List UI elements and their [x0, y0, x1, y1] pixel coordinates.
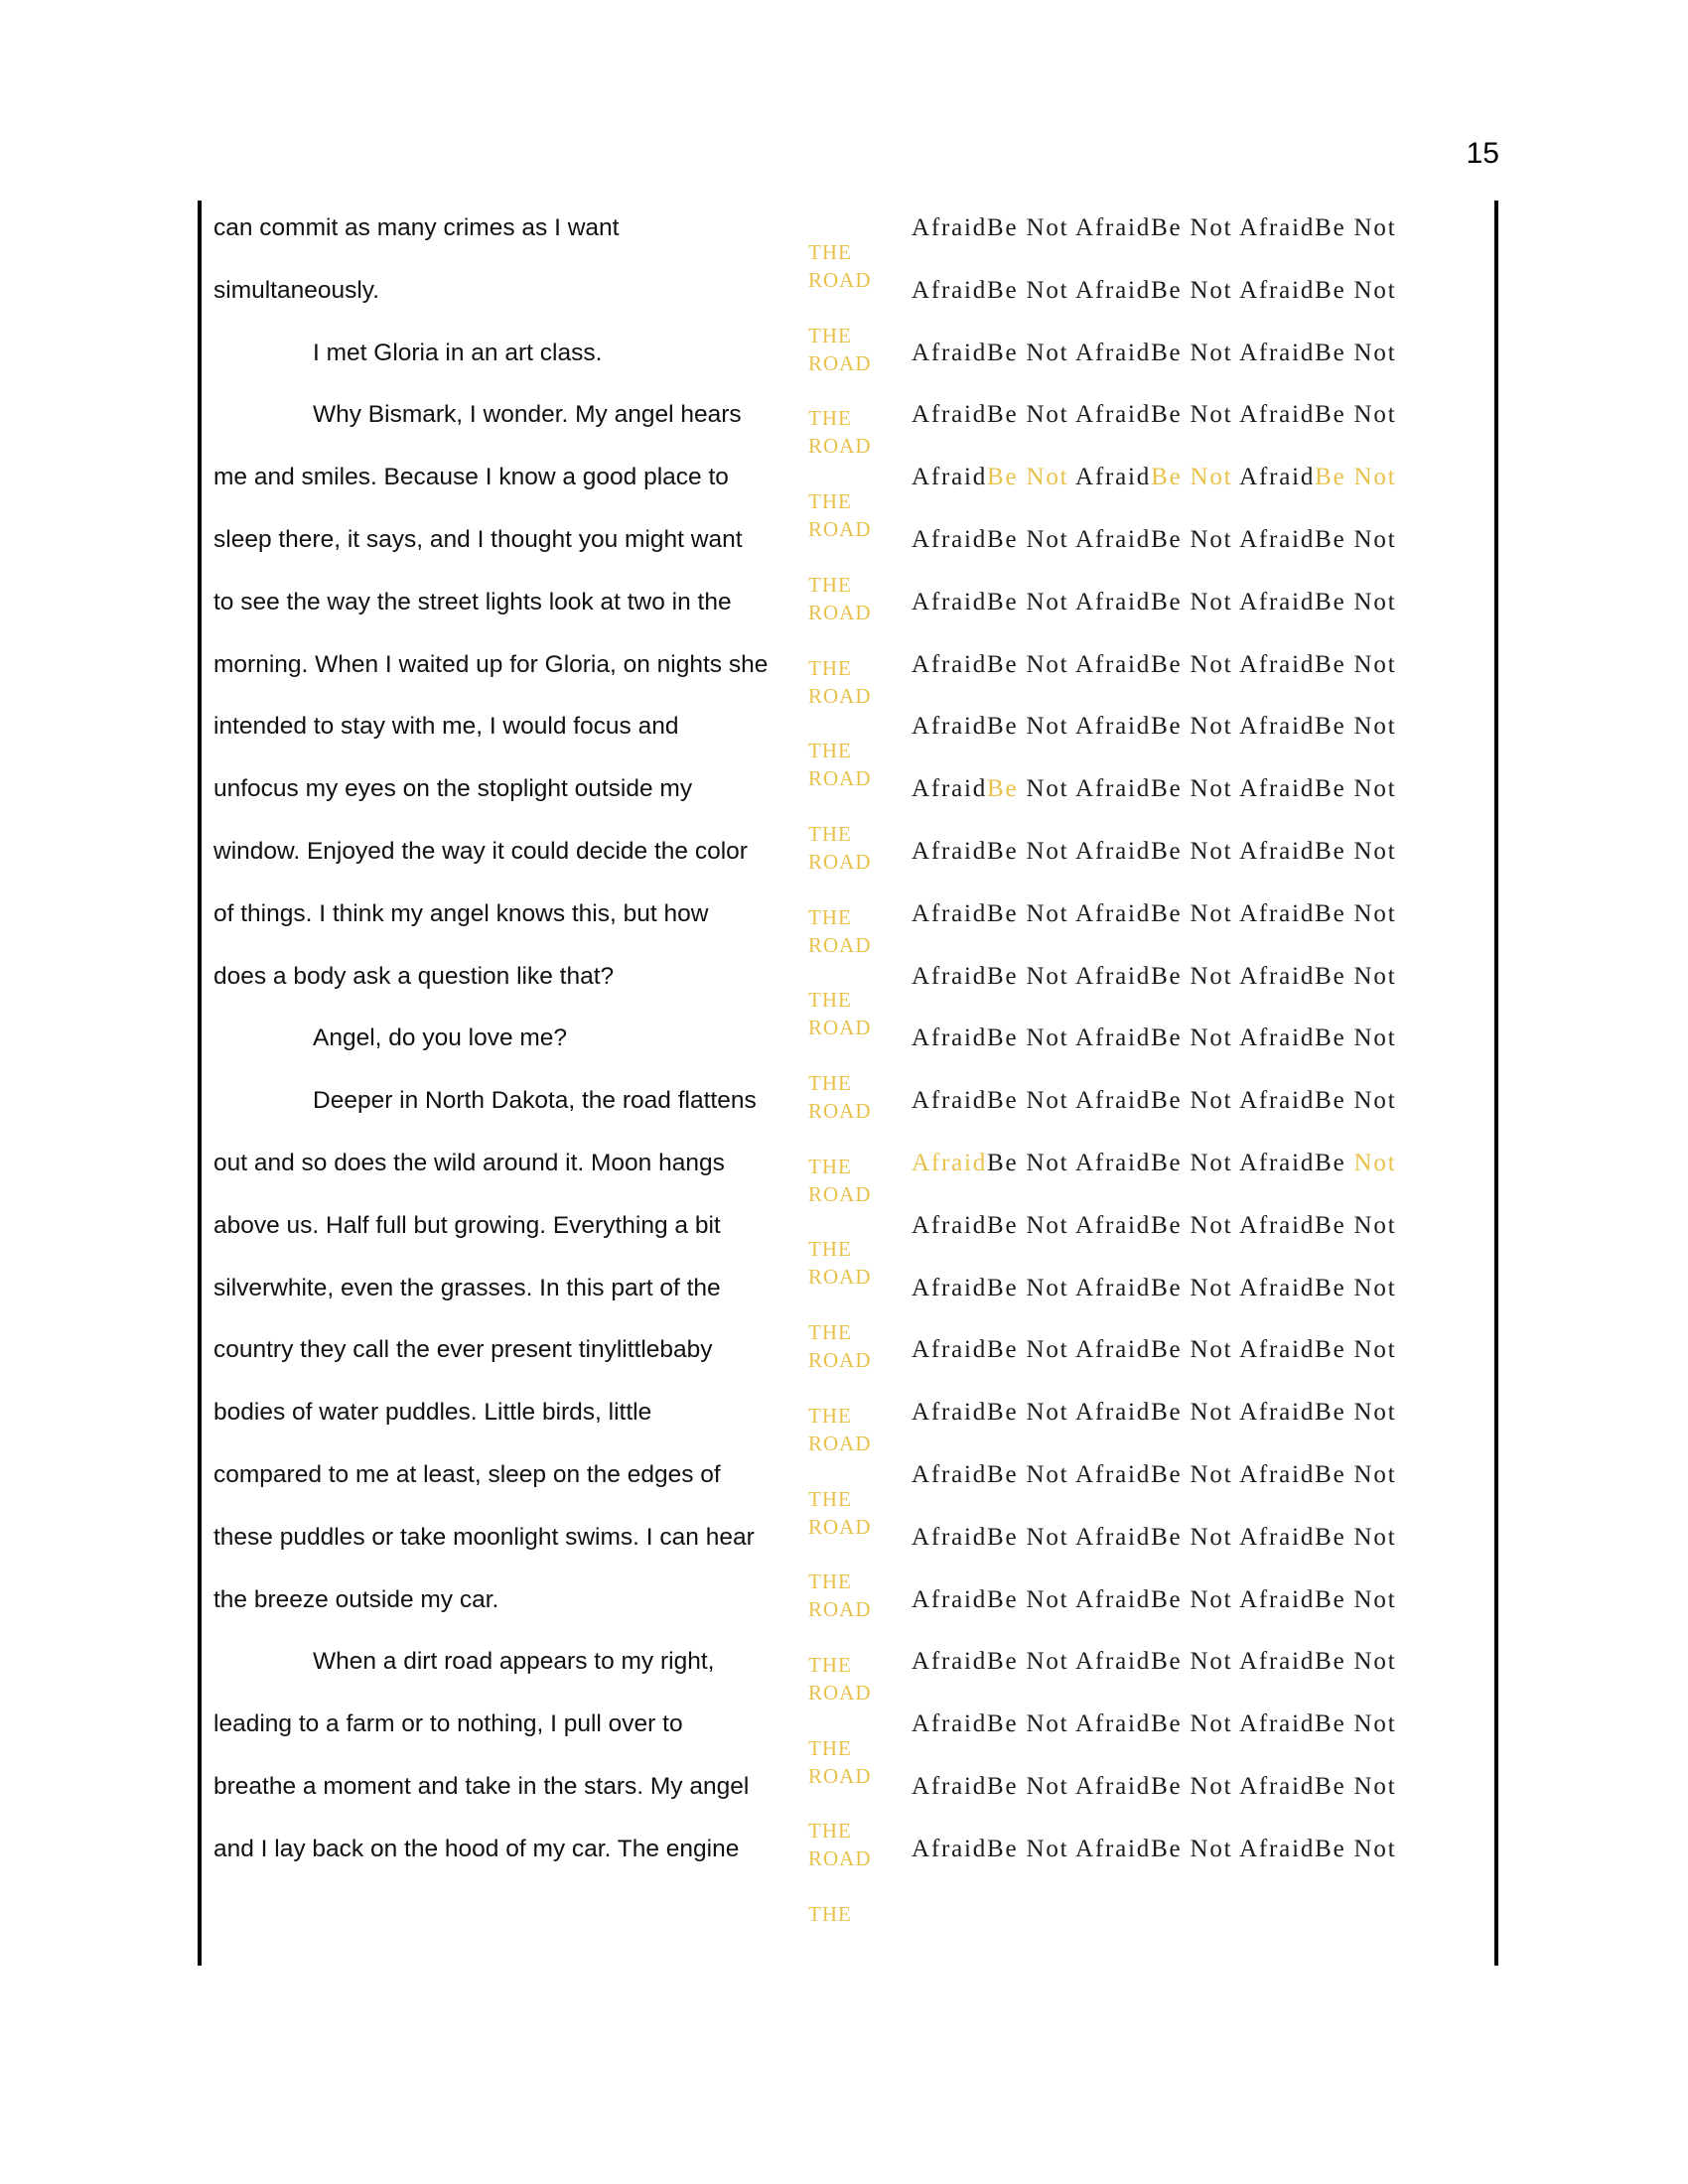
road-word-the: THE [808, 1071, 852, 1095]
afraid-line [912, 1149, 1408, 1178]
prose-line: country they call the ever present tinylittlebaby [213, 1336, 713, 1364]
prose-line: to see the way the street lights look at two in the [213, 588, 732, 615]
phrase: AfraidBe Not AfraidBe Not AfraidBe Not [912, 526, 1397, 553]
road-word-the: THE [808, 1403, 852, 1428]
road-word-road: ROAD [808, 1431, 872, 1455]
phrase: AfraidBe Not AfraidBe Not AfraidBe Not [912, 1648, 1397, 1676]
road-word-the: THE [808, 572, 852, 597]
road-word-road: ROAD [808, 849, 872, 874]
prose-line: can commit as many crimes as I want [213, 214, 620, 241]
afraid-line [912, 1335, 1408, 1365]
highlighted-phrase: Be Not [987, 464, 1069, 491]
afraid-line [912, 400, 1408, 430]
phrase: Be Not AfraidBe Not AfraidBe [987, 1150, 1354, 1176]
road-word-road: ROAD [808, 1016, 872, 1040]
afraid-line [912, 1647, 1408, 1677]
afraid-line [912, 1398, 1408, 1428]
phrase: AfraidBe Not AfraidBe Not AfraidBe Not [912, 401, 1397, 429]
afraid-line [912, 1024, 1408, 1053]
phrase: AfraidBe Not AfraidBe Not AfraidBe Not [912, 1773, 1397, 1800]
afraid-line [912, 339, 1408, 368]
prose-line: of things. I think my angel knows this, but how [213, 899, 709, 927]
road-word-road: ROAD [808, 517, 872, 542]
phrase: AfraidBe Not AfraidBe Not AfraidBe Not [912, 588, 1397, 615]
prose-line: intended to stay with me, I would focus and [213, 713, 679, 741]
phrase: AfraidBe Not AfraidBe Not AfraidBe Not [912, 1710, 1397, 1738]
afraid-line [912, 1086, 1408, 1116]
phrase: AfraidBe Not AfraidBe Not AfraidBe Not [912, 899, 1397, 927]
phrase: AfraidBe Not AfraidBe Not AfraidBe Not [912, 1523, 1397, 1551]
road-word-the: THE [808, 655, 852, 680]
prose-line: these puddles or take moonlight swims. I can hear [213, 1523, 755, 1551]
road-word-road: ROAD [808, 600, 872, 624]
prose-line: Angel, do you love me? [313, 1024, 568, 1052]
road-word-the: THE [808, 904, 852, 929]
afraid-line [912, 1772, 1408, 1802]
prose-line: silverwhite, even the grasses. In this part of the [213, 1274, 721, 1301]
phrase: Afraid [912, 464, 988, 491]
afraid-line [912, 837, 1408, 867]
prose-line: and I lay back on the hood of my car. The engine [213, 1835, 740, 1862]
prose-line: out and so does the wild around it. Moon hangs [213, 1150, 725, 1176]
prose-line: window. Enjoyed the way it could decide the color [213, 838, 748, 865]
prose-line: I met Gloria in an art class. [313, 339, 603, 366]
phrase: AfraidBe Not AfraidBe Not AfraidBe Not [912, 1211, 1397, 1239]
afraid-line [912, 276, 1408, 306]
phrase: AfraidBe Not AfraidBe Not AfraidBe Not [912, 214, 1397, 241]
road-word-the: THE [808, 323, 852, 347]
road-word-the: THE [808, 489, 852, 514]
phrase: AfraidBe Not AfraidBe Not AfraidBe Not [912, 1835, 1397, 1862]
phrase: AfraidBe Not AfraidBe Not AfraidBe Not [912, 339, 1397, 366]
highlighted-phrase: Be Not [1151, 464, 1233, 491]
road-word-road: ROAD [808, 932, 872, 957]
phrase: AfraidBe Not AfraidBe Not AfraidBe Not [912, 962, 1397, 990]
prose-line: unfocus my eyes on the stoplight outside my [213, 775, 693, 803]
highlighted-phrase: Be Not [1315, 464, 1397, 491]
afraid-line [912, 650, 1408, 680]
road-word-road: ROAD [808, 1846, 872, 1871]
afraid-line [912, 712, 1408, 742]
phrase: AfraidBe Not AfraidBe Not AfraidBe Not [912, 276, 1397, 304]
road-word-the: THE [808, 1320, 852, 1345]
prose-line: Why Bismark, I wonder. My angel hears [313, 401, 742, 429]
road-word-road: ROAD [808, 1265, 872, 1290]
road-word-road: ROAD [808, 434, 872, 459]
road-word-road: ROAD [808, 1597, 872, 1622]
prose-line: Deeper in North Dakota, the road flattens [313, 1087, 757, 1115]
afraid-line [912, 1274, 1408, 1303]
road-word-road: ROAD [808, 1514, 872, 1539]
road-word-the: THE [808, 1902, 852, 1926]
prose-line: When a dirt road appears to my right, [313, 1648, 715, 1676]
road-word-road: ROAD [808, 1348, 872, 1373]
prose-line: morning. When I waited up for Gloria, on nights she [213, 650, 769, 678]
page-number: 15 [1466, 137, 1499, 170]
road-word-the: THE [808, 1237, 852, 1262]
afraid-line [912, 1523, 1408, 1553]
road-word-the: THE [808, 406, 852, 431]
afraid-line [912, 1709, 1408, 1739]
phrase: AfraidBe Not AfraidBe Not AfraidBe Not [912, 650, 1397, 678]
road-word-road: ROAD [808, 1680, 872, 1705]
phrase: Afraid [1068, 464, 1152, 491]
afraid-line [912, 588, 1408, 617]
phrase: AfraidBe Not AfraidBe Not AfraidBe Not [912, 1274, 1397, 1301]
phrase: AfraidBe Not AfraidBe Not AfraidBe Not [912, 1461, 1397, 1488]
phrase: Not AfraidBe Not AfraidBe Not [1018, 775, 1397, 803]
phrase: AfraidBe Not AfraidBe Not AfraidBe Not [912, 838, 1397, 865]
phrase: AfraidBe Not AfraidBe Not AfraidBe Not [912, 1399, 1397, 1427]
road-word-road: ROAD [808, 350, 872, 375]
afraid-line [912, 1835, 1408, 1864]
afraid-line [912, 1211, 1408, 1241]
prose-line: does a body ask a question like that? [213, 962, 615, 990]
prose-line: leading to a farm or to nothing, I pull over to [213, 1710, 683, 1738]
road-word-the: THE [808, 988, 852, 1013]
afraid-line [912, 899, 1408, 929]
phrase: AfraidBe Not AfraidBe Not AfraidBe Not [912, 1087, 1397, 1115]
phrase: AfraidBe Not AfraidBe Not AfraidBe Not [912, 1336, 1397, 1364]
afraid-line [912, 1460, 1408, 1490]
phrase: Afraid [912, 775, 988, 803]
phrase: AfraidBe Not AfraidBe Not AfraidBe Not [912, 1024, 1397, 1052]
road-word-road: ROAD [808, 683, 872, 708]
prose-line: simultaneously. [213, 276, 380, 304]
road-word-road: ROAD [808, 1099, 872, 1123]
afraid-line [912, 962, 1408, 992]
road-word-the: THE [808, 1652, 852, 1677]
prose-line: the breeze outside my car. [213, 1585, 499, 1613]
prose-line: bodies of water puddles. Little birds, little [213, 1399, 652, 1427]
afraid-line [912, 774, 1408, 804]
prose-line: breathe a moment and take in the stars. My angel [213, 1773, 750, 1800]
prose-line: compared to me at least, sleep on the edges of [213, 1461, 721, 1488]
highlighted-phrase: Not [1353, 1150, 1397, 1176]
road-word-the: THE [808, 1486, 852, 1511]
road-word-road: ROAD [808, 1181, 872, 1206]
road-word-the: THE [808, 821, 852, 846]
prose-line: me and smiles. Because I know a good place to [213, 464, 729, 491]
road-word-the: THE [808, 739, 852, 763]
highlighted-phrase: Be [987, 775, 1019, 803]
phrase: Afraid [1232, 464, 1316, 491]
afraid-line [912, 525, 1408, 555]
road-word-the: THE [808, 1819, 852, 1843]
afraid-line [912, 1585, 1408, 1615]
road-word-the: THE [808, 1735, 852, 1760]
phrase: AfraidBe Not AfraidBe Not AfraidBe Not [912, 713, 1397, 741]
road-word-road: ROAD [808, 1763, 872, 1788]
road-word-road: ROAD [808, 268, 872, 292]
prose-line: above us. Half full but growing. Everything a bit [213, 1211, 721, 1239]
afraid-line [912, 213, 1408, 243]
road-word-the: THE [808, 240, 852, 264]
highlighted-phrase: Afraid [912, 1150, 988, 1176]
road-word-road: ROAD [808, 766, 872, 791]
afraid-line [912, 463, 1408, 492]
phrase: AfraidBe Not AfraidBe Not AfraidBe Not [912, 1585, 1397, 1613]
road-word-the: THE [808, 1570, 852, 1594]
prose-line: sleep there, it says, and I thought you might want [213, 526, 743, 553]
road-word-the: THE [808, 1154, 852, 1178]
